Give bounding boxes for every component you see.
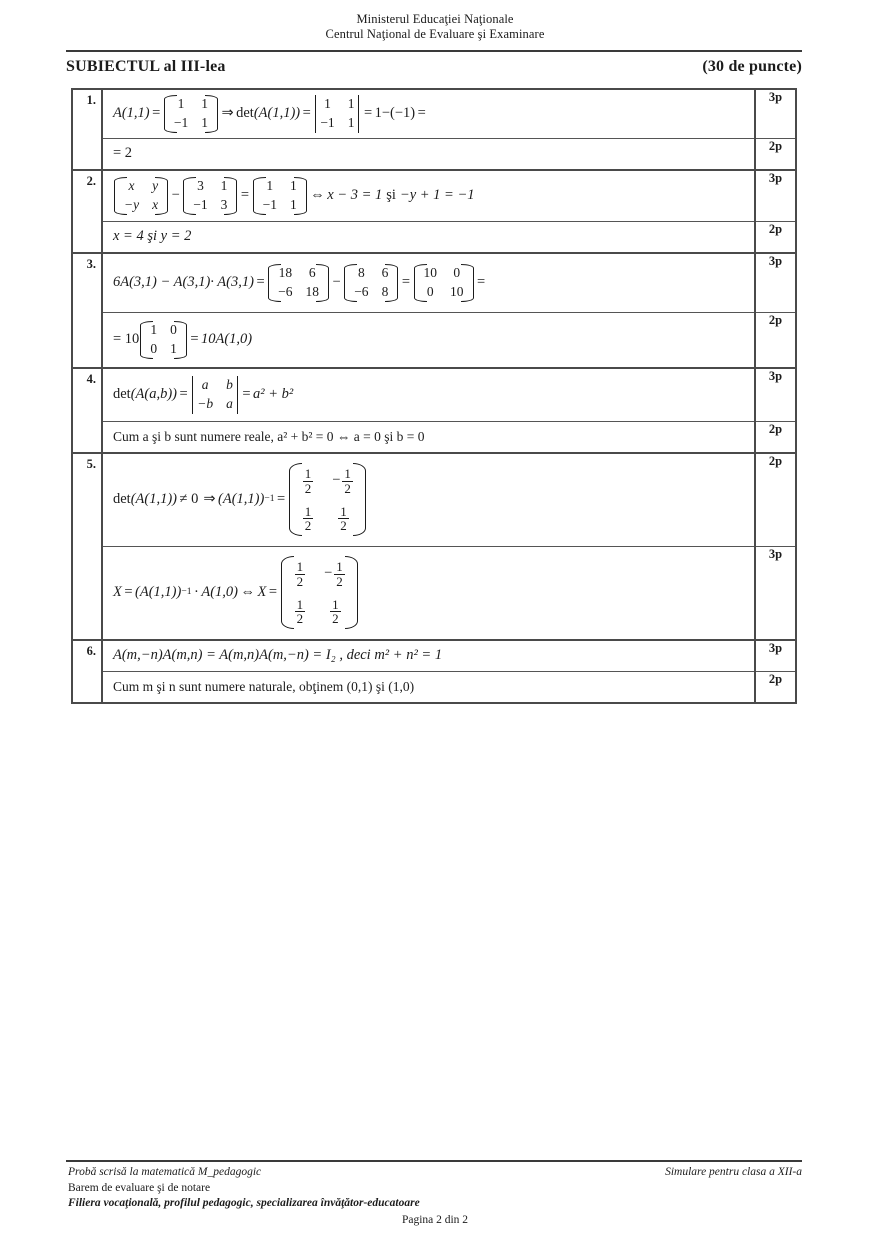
fraction-numerator: 1 <box>296 559 304 575</box>
solution-step <box>102 312 755 368</box>
row-number: 1. <box>72 89 102 170</box>
table-row <box>72 170 796 222</box>
matrix-31 <box>183 177 237 215</box>
matrix-cell: −1 <box>193 196 208 212</box>
det-label: det <box>113 490 131 507</box>
matrix-cell <box>324 560 346 588</box>
solution-step <box>102 89 755 138</box>
paren-right <box>391 264 398 302</box>
matrix-cell: −b <box>197 395 214 411</box>
matrix-cell: y <box>152 177 159 193</box>
justification-text: Cum m şi n sunt numere naturale, obţinem (0,1) şi (1,0) <box>113 678 415 694</box>
matrix-cell: −1 <box>262 196 277 212</box>
matrix-cell: 6 <box>381 264 389 280</box>
bar-left <box>191 376 194 414</box>
paren-left <box>114 177 121 215</box>
inverse-base: (A(1,1)) <box>218 490 265 507</box>
equals-sign: = <box>190 330 199 347</box>
paren-left <box>164 95 171 133</box>
row-number: 4. <box>72 368 102 453</box>
matrix-cell: 1 <box>266 177 274 193</box>
implies-sign: ⇒ <box>203 490 216 507</box>
solution-step <box>102 138 755 170</box>
matrix-cell: 1 <box>289 196 297 212</box>
paren-right <box>180 321 187 359</box>
equals-sign: = <box>256 273 265 290</box>
page-footer <box>68 1165 802 1228</box>
det-argument: (A(1,1)) <box>253 104 301 121</box>
paren-left <box>253 177 260 215</box>
matrix-cell: 0 <box>150 340 158 356</box>
points-cell: 3p <box>755 368 796 422</box>
solution-step <box>102 253 755 313</box>
expression: 6A(3,1) − A(3,1)· A(3,1) <box>113 273 254 290</box>
paren-left <box>414 264 421 302</box>
condition-y: −y + 1 = −1 <box>399 186 475 203</box>
fraction-numerator: 1 <box>340 503 347 519</box>
table-row <box>72 253 796 313</box>
fraction-denominator: 2 <box>336 573 343 589</box>
equals-sign: = <box>363 104 373 121</box>
not-equal-zero: ≠ 0 <box>179 490 199 507</box>
matrix-cell: 1 <box>347 96 355 111</box>
conjunction: şi <box>386 186 396 203</box>
paren-left <box>344 264 351 302</box>
determinant-matrix <box>191 376 239 414</box>
matrix-cell <box>301 505 315 533</box>
footer-specialization: Filiera vocaţională, profilul pedagogic, specializarea învăţător-educatoare <box>68 1197 420 1209</box>
iff-sign: ⇔ <box>240 583 256 600</box>
bar-right <box>357 95 360 133</box>
matrix-cell: −6 <box>278 283 293 299</box>
matrix-cell: 8 <box>358 264 365 280</box>
page-header <box>70 12 800 42</box>
fraction-numerator: 1 <box>344 466 351 482</box>
minus-sign: − <box>171 186 180 203</box>
ministry-line: Ministerul Educaţiei Naţionale <box>356 12 514 26</box>
matrix-cell: −y <box>124 196 140 212</box>
iff-sign: ⇔ <box>310 186 325 203</box>
matrix-cell: 0 <box>426 283 434 299</box>
solution-step <box>102 170 755 222</box>
subject-heading <box>66 58 802 76</box>
subject-points: (30 de puncte) <box>702 58 802 75</box>
matrix-a10: A(1,0) <box>201 583 239 600</box>
row-number: 6. <box>72 640 102 703</box>
paren-right <box>211 95 218 133</box>
fraction-numerator: 1 <box>336 559 343 575</box>
table-row <box>72 421 796 453</box>
paren-right <box>300 177 307 215</box>
fraction-denominator: 2 <box>304 480 312 496</box>
solution-step <box>102 453 755 547</box>
matrix-cell: 1 <box>170 340 177 356</box>
equals-sign: = <box>277 490 286 507</box>
points-cell: 2p <box>755 421 796 453</box>
table-row <box>72 453 796 547</box>
solution-step <box>102 546 755 640</box>
paren-right <box>359 463 366 536</box>
equals-sign: = <box>401 273 410 290</box>
table-row <box>72 671 796 703</box>
matrix-cell <box>293 598 307 626</box>
expr-a11: A(1,1) <box>113 104 150 121</box>
det-argument: (A(1,1)) <box>130 490 178 507</box>
equals-sign: = <box>302 104 311 121</box>
matrix-cell: −6 <box>354 283 369 299</box>
determinant-matrix <box>314 95 360 133</box>
matrix-cell: 1 <box>150 321 158 337</box>
det-argument: (A(a,b)) <box>130 385 178 402</box>
points-cell: 3p <box>755 170 796 222</box>
equals-sign: = <box>124 583 133 600</box>
matrix-square <box>344 264 398 302</box>
matrix-cell: 1 <box>177 96 185 111</box>
solution-step <box>102 671 755 703</box>
inverse-exponent: −1 <box>181 586 192 598</box>
row-number: 2. <box>72 170 102 253</box>
table-row <box>72 368 796 422</box>
inverse-base: (A(1,1)) <box>135 583 182 600</box>
result-value: 10A(1,0) <box>201 330 253 347</box>
matrix-cell: 1 <box>324 96 331 111</box>
fraction-sign: − <box>324 565 333 582</box>
equals-sign: = <box>242 385 251 402</box>
equals-sign: = <box>179 385 188 402</box>
matrix-identity <box>140 321 187 359</box>
result-value: a² + b² <box>253 385 294 402</box>
matrix-solution <box>281 556 358 629</box>
det-value: 1−(−1) <box>374 104 416 121</box>
points-cell: 3p <box>755 546 796 640</box>
matrix-cell: 0 <box>170 321 177 337</box>
multiplication-dot: · <box>194 583 199 600</box>
matrix-cell: 3 <box>220 196 228 212</box>
points-cell: 2p <box>755 671 796 703</box>
paren-left <box>183 177 190 215</box>
table-row <box>72 89 796 138</box>
footer-page-number: Pagina 2 din 2 <box>401 1213 469 1226</box>
result-value: x = 4 şi y = 2 <box>113 227 192 244</box>
grading-table <box>71 88 797 704</box>
row-number: 3. <box>72 253 102 368</box>
matrix-cell <box>328 598 342 626</box>
footer-exam-title: Probă scrisă la matematică M_pedagogic <box>68 1166 262 1178</box>
points-cell: 3p <box>755 253 796 313</box>
table-row <box>72 138 796 170</box>
footer-divider <box>66 1160 802 1162</box>
bar-left <box>314 95 317 133</box>
paren-left <box>281 556 288 629</box>
fraction-denominator: 2 <box>296 611 304 626</box>
points-cell: 2p <box>755 453 796 547</box>
center-line: Centrul Naţional de Evaluare şi Examinare <box>325 27 545 41</box>
matrix-cell: 1 <box>201 114 208 130</box>
inverse-exponent: −1 <box>264 493 275 505</box>
points-cell: 3p <box>755 640 796 672</box>
implies-sign: ⇒ <box>221 104 234 121</box>
fraction-denominator: 2 <box>344 480 351 496</box>
table-row <box>72 221 796 253</box>
unknown-x: X <box>257 583 267 600</box>
fraction-numerator: 1 <box>304 503 312 519</box>
condition-x: x − 3 = 1 <box>327 186 383 203</box>
equals-sign: = <box>268 583 278 600</box>
minus-sign: − <box>332 273 341 290</box>
matrix-cell: 6 <box>308 264 316 280</box>
header-divider <box>66 50 802 52</box>
footer-barem-line: Barem de evaluare şi de notare <box>68 1181 211 1194</box>
matrix-cell <box>332 467 354 495</box>
row-number: 5. <box>72 453 102 640</box>
equals-sign: = <box>240 186 250 203</box>
paren-right <box>467 264 474 302</box>
scalar-factor: = 10 <box>113 330 140 347</box>
solution-step <box>102 640 755 672</box>
matrix-cell: 8 <box>381 283 389 299</box>
fraction-denominator: 2 <box>332 611 339 626</box>
matrix-cell: 1 <box>201 96 208 111</box>
justification-text: Cum a şi b sunt numere reale, a² + b² = 0 ⇔ a = 0 şi b = 0 <box>113 428 425 444</box>
subject-title: SUBIECTUL al III-lea <box>66 58 226 75</box>
matrix-cell: 0 <box>453 264 461 280</box>
matrix-cell: a <box>201 376 209 392</box>
matrix-cell <box>293 560 307 588</box>
paren-left <box>268 264 275 302</box>
matrix-cell <box>301 467 315 495</box>
fraction-denominator: 2 <box>304 518 312 533</box>
table-row <box>72 546 796 640</box>
matrix-cell: x <box>128 177 135 193</box>
matrix-cell: x <box>152 196 159 212</box>
matrix-product <box>268 264 329 302</box>
bar-right <box>236 376 239 414</box>
fraction-sign: − <box>332 472 341 489</box>
matrix-result <box>414 264 474 302</box>
points-cell: 3p <box>755 89 796 138</box>
matrix-cell: 10 <box>450 283 464 299</box>
matrix-cell: 1 <box>347 114 355 130</box>
fraction-numerator: 1 <box>332 596 339 612</box>
matrix-cell: 1 <box>289 177 297 193</box>
equals-sign: = <box>417 104 426 121</box>
paren-left <box>289 463 296 536</box>
table-row <box>72 312 796 368</box>
identity-relation: A(m,−n)A(m,n) = A(m,n)A(m,−n) = I₂ , deci m² + n² = 1 <box>113 646 443 663</box>
det-label: det <box>113 385 131 402</box>
paren-right <box>230 177 237 215</box>
solution-step <box>102 368 755 422</box>
fraction-numerator: 1 <box>296 596 304 612</box>
paren-right <box>351 556 358 629</box>
paren-left <box>140 321 147 359</box>
matrix-cell: a <box>226 395 233 411</box>
solution-step <box>102 421 755 453</box>
equals-sign: = <box>477 273 486 290</box>
matrix-cell <box>336 505 350 533</box>
fraction-denominator: 2 <box>296 573 304 589</box>
matrix-cell: −1 <box>320 114 335 130</box>
matrix-cell: 3 <box>197 177 204 193</box>
paren-right <box>322 264 329 302</box>
points-cell: 2p <box>755 312 796 368</box>
solution-step <box>102 221 755 253</box>
fraction-denominator: 2 <box>340 518 347 533</box>
paren-right <box>161 177 168 215</box>
matrix-cell: 18 <box>305 283 319 299</box>
unknown-x: X <box>113 583 122 600</box>
det-label: det <box>236 104 254 121</box>
result-value: = 2 <box>113 144 133 161</box>
points-cell: 2p <box>755 138 796 170</box>
matrix-11 <box>253 177 307 215</box>
table-row <box>72 640 796 672</box>
matrix-cell: b <box>226 376 233 392</box>
points-cell: 2p <box>755 221 796 253</box>
matrix-cell: 18 <box>278 264 293 280</box>
matrix-inverse <box>289 463 366 536</box>
matrix-a11 <box>164 95 218 133</box>
matrix-cell: −1 <box>173 114 189 130</box>
matrix-xy <box>114 177 168 215</box>
matrix-cell: 1 <box>220 177 228 193</box>
matrix-cell: 10 <box>423 264 437 280</box>
fraction-numerator: 1 <box>304 466 312 482</box>
footer-exam-session: Simulare pentru clasa a XII-a <box>665 1166 802 1178</box>
equals-sign: = <box>152 104 161 121</box>
